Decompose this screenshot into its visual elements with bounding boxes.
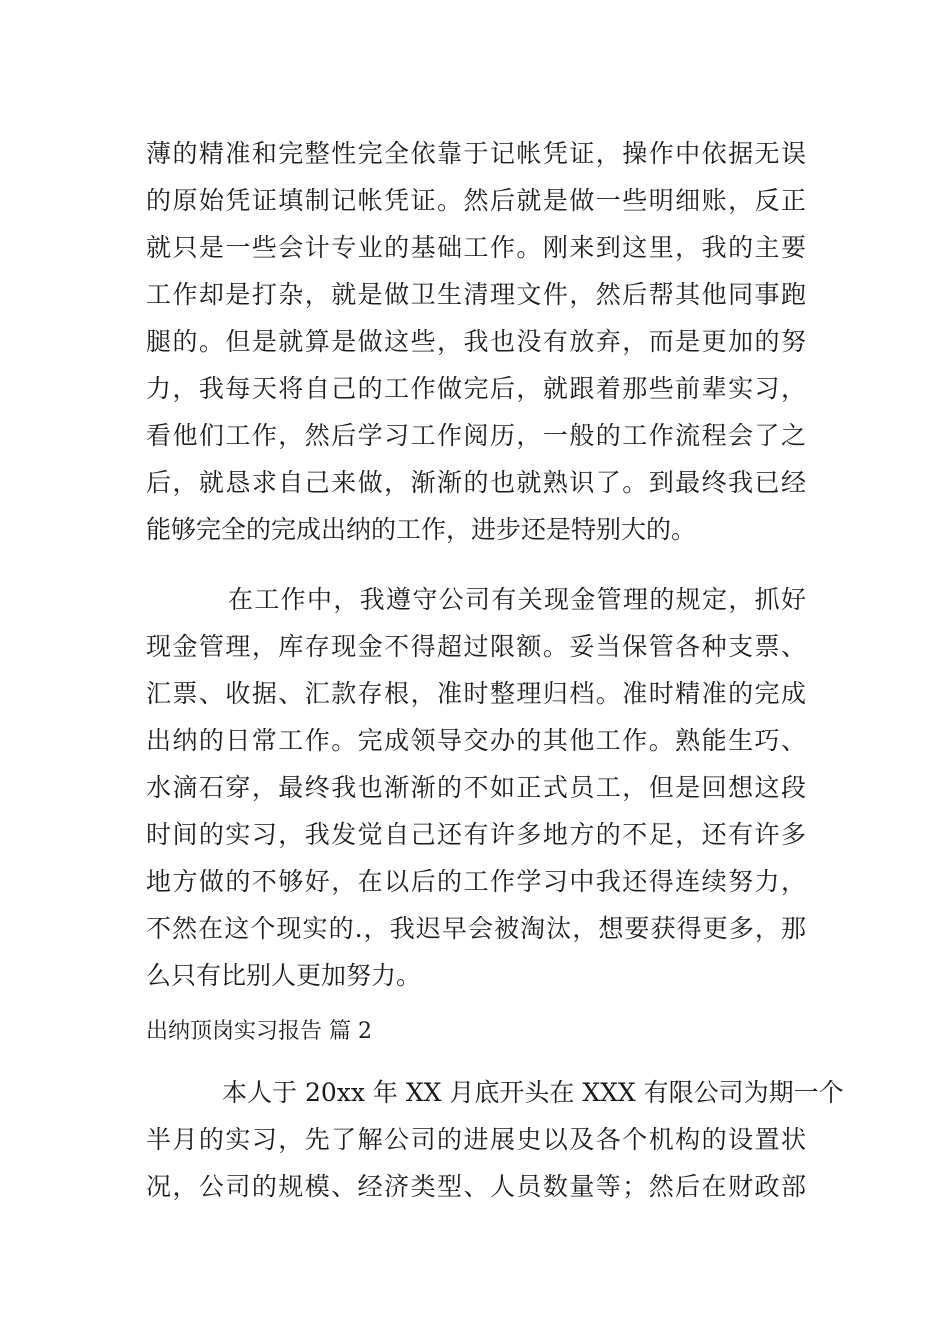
section-heading: 出纳顶岗实习报告 篇 2 xyxy=(146,1019,372,1044)
paragraph-line: 在工作中，我遵守公司有关现金管理的规定，抓好 xyxy=(228,585,806,614)
paragraph-line: 能够完全的完成出纳的工作，进步还是特别大的。 xyxy=(146,515,697,544)
paragraph-line: 工作却是打杂，就是做卫生清理文件，然后帮其他同事跑 xyxy=(146,280,806,309)
paragraph-line: 地方做的不够好，在以后的工作学习中我还得连续努力， xyxy=(146,867,806,896)
paragraph-line: 后，就恳求自己来做，渐渐的也就熟识了。到最终我已经 xyxy=(146,468,806,497)
paragraph-line: 水滴石穿，最终我也渐渐的不如正式员工，但是回想这段 xyxy=(146,773,806,802)
paragraph-line: 本人于 20xx 年 XX 月底开头在 XXX 有限公司为期一个 xyxy=(222,1078,844,1107)
paragraph-line: 况，公司的规模、经济类型、人员数量等；然后在财政部 xyxy=(146,1172,806,1201)
paragraph-line: 半月的实习，先了解公司的进展史以及各个机构的设置状 xyxy=(146,1125,806,1154)
paragraph-line: 的原始凭证填制记帐凭证。然后就是做一些明细账，反正 xyxy=(146,186,806,215)
paragraph-line: 现金管理，库存现金不得超过限额。妥当保管各种支票、 xyxy=(146,632,806,661)
paragraph-line: 力，我每天将自己的工作做完后，就跟着那些前辈实习， xyxy=(146,374,806,403)
paragraph-line: 出纳的日常工作。完成领导交办的其他工作。熟能生巧、 xyxy=(146,726,806,755)
paragraph-line: 不然在这个现实的.，我迟早会被淘汰，想要获得更多，那 xyxy=(146,914,806,943)
paragraph-line: 就只是一些会计专业的基础工作。刚来到这里，我的主要 xyxy=(146,233,806,262)
paragraph-line: 么只有比别人更加努力。 xyxy=(146,961,422,990)
paragraph-line: 薄的精准和完整性完全依靠于记帐凭证，操作中依据无误 xyxy=(146,139,806,168)
paragraph-line: 看他们工作，然后学习工作阅历，一般的工作流程会了之 xyxy=(146,421,806,450)
paragraph-line: 时间的实习，我发觉自己还有许多地方的不足，还有许多 xyxy=(146,820,806,849)
paragraph-line: 汇票、收据、汇款存根，准时整理归档。准时精准的完成 xyxy=(146,679,806,708)
paragraph-line: 腿的。但是就算是做这些，我也没有放弃，而是更加的努 xyxy=(146,327,806,356)
